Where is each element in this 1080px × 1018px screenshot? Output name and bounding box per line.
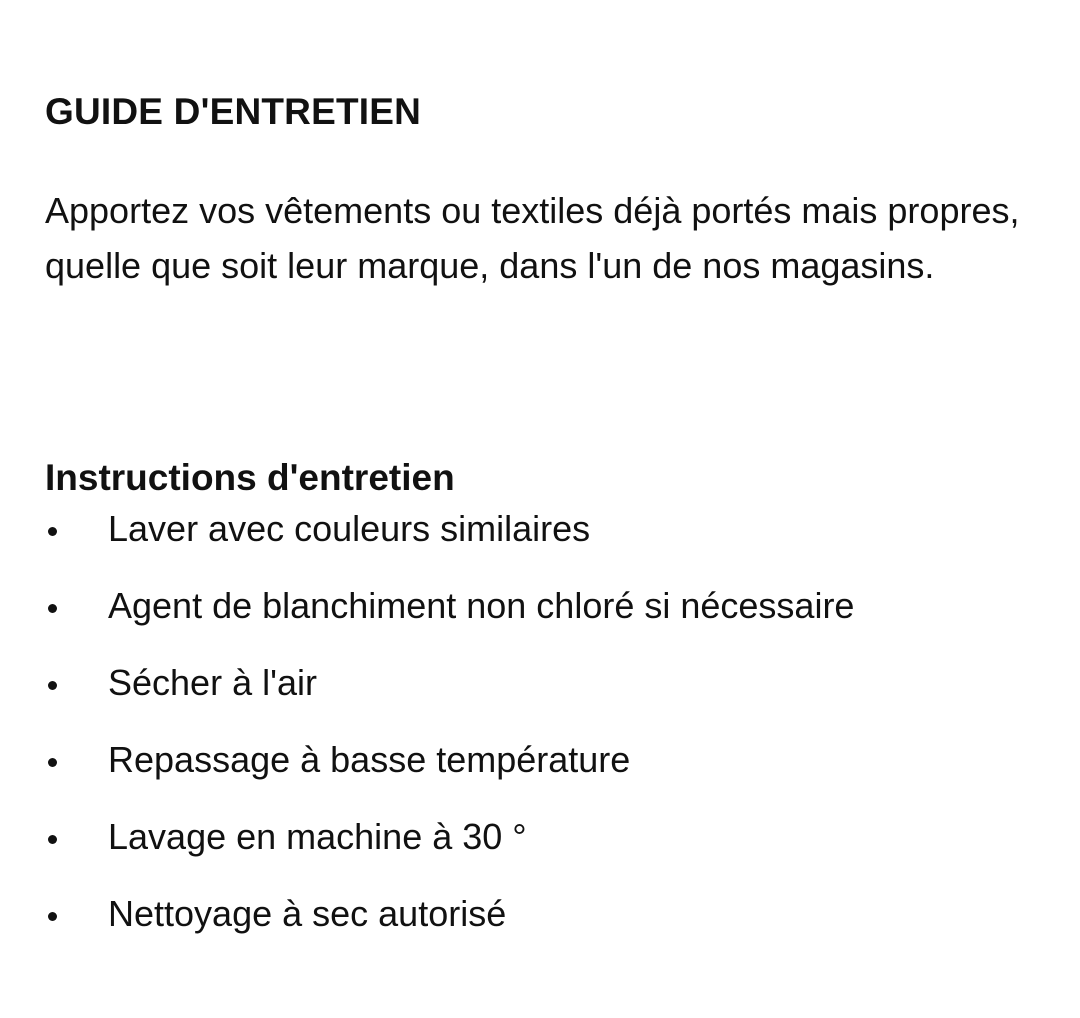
care-item-label: Repassage à basse température — [108, 739, 631, 780]
bullet-icon — [48, 604, 57, 613]
care-item-non-chlorine-bleach — [45, 581, 1045, 658]
care-item-dry-clean-allowed — [45, 889, 1045, 966]
care-item-label: Nettoyage à sec autorisé — [108, 893, 507, 934]
care-item-label: Sécher à l'air — [108, 662, 317, 703]
care-item-label: Lavage en machine à 30 ° — [108, 816, 527, 857]
bullet-icon — [48, 835, 57, 844]
care-item-machine-wash-30 — [45, 812, 1045, 889]
care-item-label: Agent de blanchiment non chloré si nécessaire — [108, 585, 855, 626]
care-instructions-heading: Instructions d'entretien — [45, 457, 455, 498]
intro-text: Apportez vos vêtements ou textiles déjà portés mais propres, quelle que soit leur marque, dans l'un de nos magasins. — [45, 190, 1020, 286]
bullet-icon — [48, 758, 57, 767]
bullet-icon — [48, 912, 57, 921]
care-item-wash-similar-colors — [45, 504, 1045, 581]
care-item-air-dry — [45, 658, 1045, 735]
care-item-low-iron — [45, 735, 1045, 812]
page-title: GUIDE D'ENTRETIEN — [45, 91, 422, 132]
bullet-icon — [48, 681, 57, 690]
care-instructions-list — [45, 504, 1045, 966]
bullet-icon — [48, 527, 57, 536]
care-item-label: Laver avec couleurs similaires — [108, 508, 591, 549]
